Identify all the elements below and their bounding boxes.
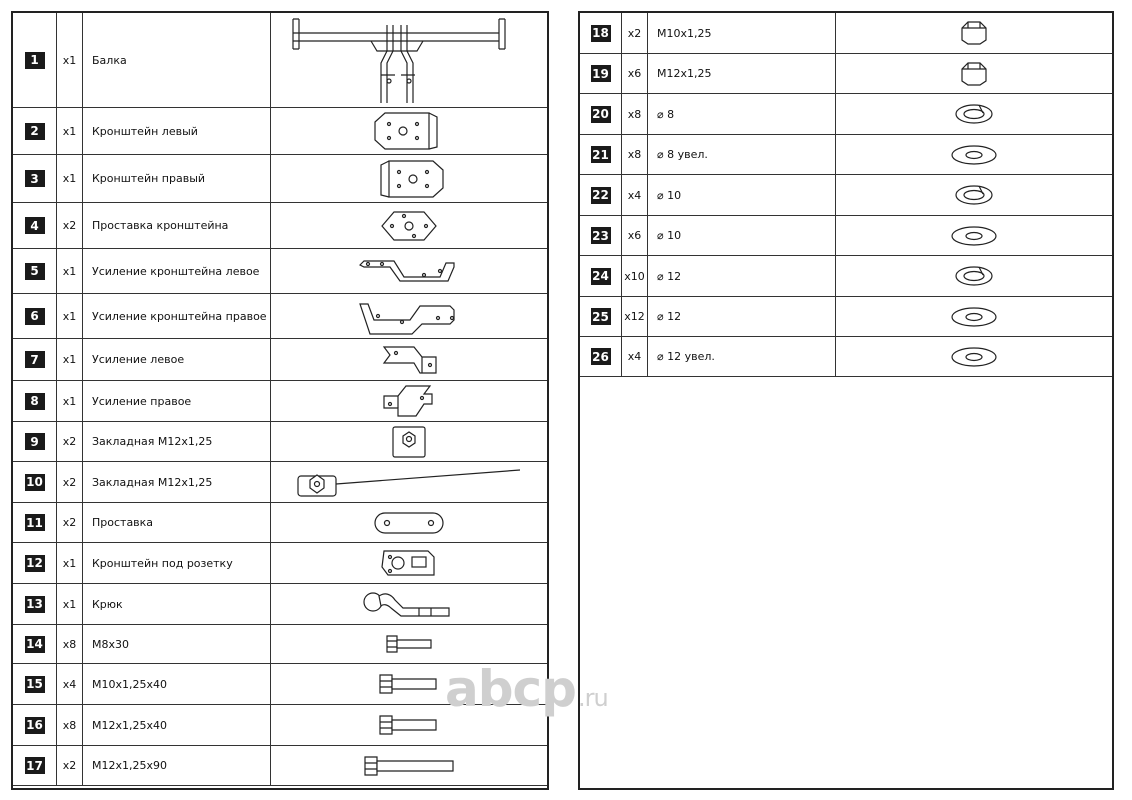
part-quantity: x8 <box>57 705 83 745</box>
part-quantity: x6 <box>622 54 648 93</box>
part-number-cell <box>13 462 57 502</box>
part-quantity: x10 <box>622 256 648 296</box>
part-number-cell <box>13 664 57 704</box>
part-name: Крюк <box>83 584 271 624</box>
part-number-cell <box>13 584 57 624</box>
part-number-cell <box>13 249 57 293</box>
part-number-cell <box>13 203 57 248</box>
bracket-spacer-icon <box>271 203 547 248</box>
part-number-cell <box>13 108 57 154</box>
part-number-cell <box>13 503 57 542</box>
part-name: Проставка кронштейна <box>83 203 271 248</box>
part-row <box>13 203 547 249</box>
tow-hook-icon <box>271 584 547 624</box>
bracket-left-icon <box>271 108 547 154</box>
part-number-cell <box>13 625 57 663</box>
spring-washer-icon <box>836 256 1112 296</box>
part-name: М12х1,25 <box>648 54 836 93</box>
part-number-cell <box>13 705 57 745</box>
part-number-cell <box>13 339 57 380</box>
part-quantity: x4 <box>57 664 83 704</box>
part-number-cell <box>580 337 622 376</box>
reinforcement-right-icon <box>271 381 547 421</box>
part-number-badge: 7 <box>25 351 45 368</box>
spacer-plate-icon <box>271 503 547 542</box>
part-number-badge: 19 <box>592 66 609 81</box>
part-number-badge: 1 <box>25 52 45 69</box>
part-name: Усиление правое <box>83 381 271 421</box>
part-number-badge: 3 <box>25 170 45 187</box>
part-row <box>580 175 1112 216</box>
part-quantity: x2 <box>57 746 83 785</box>
part-row <box>580 135 1112 175</box>
part-number-cell <box>580 216 622 255</box>
flat-washer-icon <box>836 297 1112 336</box>
watermark-logo <box>445 660 608 718</box>
bracket-reinforcement-right-icon <box>271 294 547 338</box>
part-quantity: x1 <box>57 294 83 338</box>
part-name: Усиление кронштейна правое <box>83 294 271 338</box>
part-number-cell <box>580 54 622 93</box>
part-number-cell <box>13 155 57 202</box>
part-name: ⌀ 12 <box>648 297 836 336</box>
part-number-cell <box>580 297 622 336</box>
part-name: Усиление левое <box>83 339 271 380</box>
part-quantity: x1 <box>57 543 83 583</box>
part-quantity: x2 <box>57 462 83 502</box>
part-number-badge: 24 <box>592 269 609 283</box>
flat-washer-icon <box>836 337 1112 376</box>
hex-nut-icon <box>836 54 1112 93</box>
part-quantity: x1 <box>57 339 83 380</box>
part-number-badge: 9 <box>25 433 45 450</box>
part-number-badge: 2 <box>25 123 45 140</box>
part-row <box>13 294 547 339</box>
part-row <box>13 543 547 584</box>
part-number-badge: 10 <box>26 475 43 489</box>
part-name: Балка <box>83 13 271 107</box>
part-row <box>13 339 547 381</box>
bracket-reinforcement-left-icon <box>271 249 547 293</box>
part-name: Проставка <box>83 503 271 542</box>
part-number-cell <box>13 422 57 461</box>
hex-nut-icon <box>836 13 1112 53</box>
part-row <box>13 249 547 294</box>
part-row <box>13 503 547 543</box>
part-quantity: x2 <box>57 422 83 461</box>
part-name: М10х1,25 <box>648 13 836 53</box>
part-row <box>580 256 1112 297</box>
part-number-badge: 15 <box>26 677 43 691</box>
flat-washer-icon <box>836 135 1112 174</box>
part-number-cell <box>13 294 57 338</box>
part-number-cell <box>580 256 622 296</box>
part-name: Закладная М12х1,25 <box>83 422 271 461</box>
part-number-badge: 16 <box>26 718 43 732</box>
part-number-badge: 5 <box>25 263 45 280</box>
reinforcement-left-icon <box>271 339 547 380</box>
part-name: ⌀ 12 увел. <box>648 337 836 376</box>
part-row <box>13 746 547 786</box>
part-number-badge: 20 <box>592 107 609 121</box>
part-number-badge: 18 <box>592 26 609 40</box>
part-quantity: x12 <box>622 297 648 336</box>
part-quantity: x1 <box>57 381 83 421</box>
part-number-badge: 6 <box>25 308 45 325</box>
watermark-tld: .ru <box>577 684 608 712</box>
part-quantity: x1 <box>57 249 83 293</box>
part-number-cell <box>13 381 57 421</box>
part-row <box>13 462 547 503</box>
part-row <box>13 584 547 625</box>
part-name: ⌀ 10 <box>648 175 836 215</box>
part-number-cell <box>580 94 622 134</box>
embedded-nut-plate-icon <box>271 422 547 461</box>
part-row <box>580 94 1112 135</box>
bolt-long-icon <box>271 746 547 785</box>
part-row <box>580 216 1112 256</box>
flat-washer-icon <box>836 216 1112 255</box>
part-row <box>580 54 1112 94</box>
part-name: Кронштейн правый <box>83 155 271 202</box>
spring-washer-icon <box>836 94 1112 134</box>
part-quantity: x8 <box>622 135 648 174</box>
part-number-badge: 8 <box>25 393 45 410</box>
socket-bracket-icon <box>271 543 547 583</box>
part-name: М12х1,25х40 <box>83 705 271 745</box>
part-quantity: x8 <box>622 94 648 134</box>
part-number-badge: 11 <box>26 515 43 530</box>
spring-washer-icon <box>836 175 1112 215</box>
part-number-badge: 26 <box>592 349 609 364</box>
part-name: Закладная М12х1,25 <box>83 462 271 502</box>
embedded-nut-wire-icon <box>271 462 547 502</box>
part-name: М10х1,25х40 <box>83 664 271 704</box>
part-quantity: x2 <box>622 13 648 53</box>
part-number-badge: 25 <box>592 309 609 324</box>
part-quantity: x1 <box>57 584 83 624</box>
part-quantity: x2 <box>57 503 83 542</box>
part-name: ⌀ 8 увел. <box>648 135 836 174</box>
part-number-cell <box>13 746 57 785</box>
part-number-badge: 14 <box>26 637 43 651</box>
part-name: Усиление кронштейна левое <box>83 249 271 293</box>
part-name: Кронштейн под розетку <box>83 543 271 583</box>
part-quantity: x1 <box>57 13 83 107</box>
part-row <box>13 108 547 155</box>
part-name: М12х1,25х90 <box>83 746 271 785</box>
part-number-badge: 22 <box>592 188 609 202</box>
part-quantity: x4 <box>622 337 648 376</box>
part-row <box>13 625 547 664</box>
part-quantity: x4 <box>622 175 648 215</box>
part-number-cell <box>13 13 57 107</box>
part-quantity: x6 <box>622 216 648 255</box>
part-row <box>580 337 1112 377</box>
part-name: ⌀ 8 <box>648 94 836 134</box>
parts-table-right <box>578 11 1114 790</box>
part-number-badge: 17 <box>26 758 43 773</box>
bracket-right-icon <box>271 155 547 202</box>
part-number-cell <box>580 135 622 174</box>
part-name: М8х30 <box>83 625 271 663</box>
part-number-badge: 23 <box>592 228 609 243</box>
part-quantity: x1 <box>57 155 83 202</box>
part-name: ⌀ 10 <box>648 216 836 255</box>
bolt-short-icon <box>271 625 547 663</box>
part-row <box>13 422 547 462</box>
part-quantity: x1 <box>57 108 83 154</box>
part-row <box>13 13 547 108</box>
part-row <box>13 381 547 422</box>
part-number-badge: 12 <box>26 556 43 570</box>
part-row <box>580 13 1112 54</box>
part-number-badge: 13 <box>26 597 43 611</box>
part-quantity: x8 <box>57 625 83 663</box>
part-number-cell <box>580 175 622 215</box>
part-number-cell <box>13 543 57 583</box>
part-name: Кронштейн левый <box>83 108 271 154</box>
part-number-badge: 21 <box>592 147 609 162</box>
tow-beam-icon <box>271 13 547 107</box>
part-row <box>580 297 1112 337</box>
part-quantity: x2 <box>57 203 83 248</box>
part-number-badge: 4 <box>25 217 45 234</box>
part-row <box>13 155 547 203</box>
part-name: ⌀ 12 <box>648 256 836 296</box>
part-number-cell <box>580 13 622 53</box>
watermark-brand: abcp <box>445 660 576 718</box>
